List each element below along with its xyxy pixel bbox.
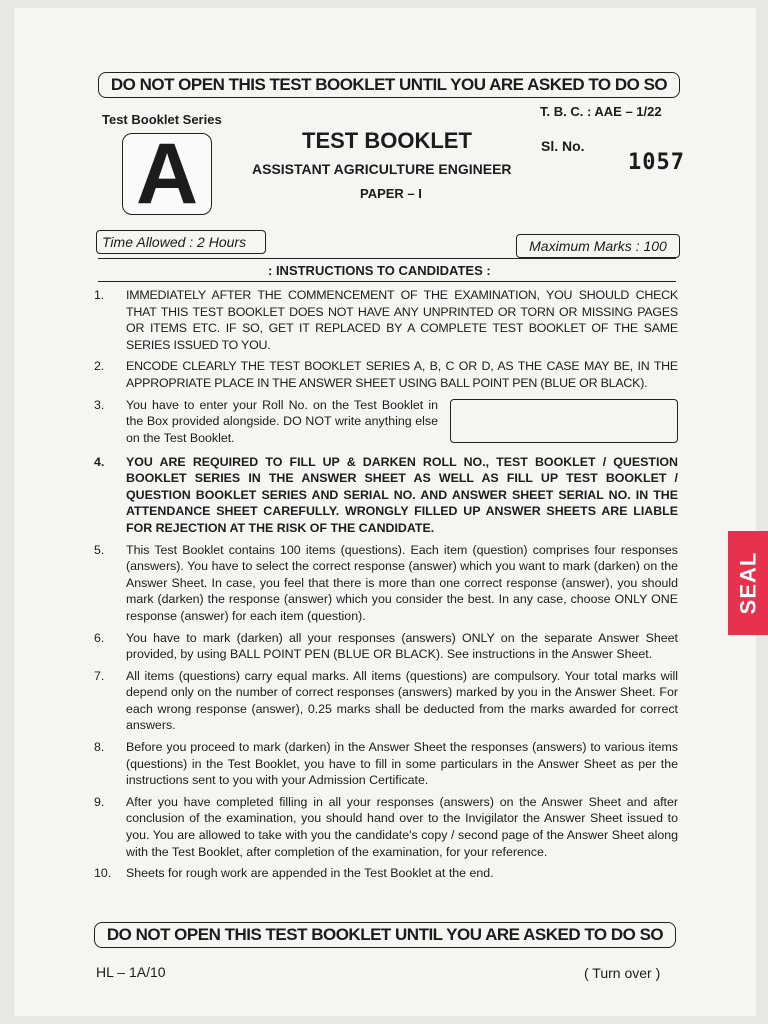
roll-number-box[interactable] xyxy=(450,399,678,443)
instruction-item: 5. This Test Booklet contains 100 items (questions). Each item (question) comprises four responses (answers). You have to select the correct response (answer) which you want to mark (darken) on the Answer Sheet. In case, you feel that there is more than one correct response (answer), you should mark (darken) the response (answer) which you consider the best. In any case, choose ONLY ONE response (answer) for each item (question). xyxy=(94,542,678,623)
time-allowed-box: Time Allowed : 2 Hours xyxy=(96,230,266,254)
instruction-item: 2. ENCODE CLEARLY THE TEST BOOKLET SERIES A, B, C OR D, AS THE CASE MAY BE, IN THE APPROPRIATE PLACE IN THE ANSWER SHEET USING BALL POINT PEN (BLUE OR BLACK). xyxy=(94,359,678,390)
instructions-list xyxy=(90,287,678,887)
turn-over-note: ( Turn over ) xyxy=(584,965,661,981)
seal-tab xyxy=(728,531,768,635)
maximum-marks-box: Maximum Marks : 100 xyxy=(516,234,680,258)
test-booklet-page xyxy=(14,8,756,1016)
instruction-item: 3. You have to enter your Roll No. on the Test Booklet in the Box provided alongside. DO NOT write anything else on the Test Booklet. xyxy=(90,397,678,449)
divider-below-heading xyxy=(98,281,676,282)
serial-number-value: 1057 xyxy=(628,150,685,175)
divider-top xyxy=(98,258,676,259)
instruction-item: 10. Sheets for rough work are appended in the Test Booklet at the end. xyxy=(94,866,494,881)
serial-number-label: Sl. No. xyxy=(541,138,585,154)
instruction-item: 8. Before you proceed to mark (darken) in the Answer Sheet the responses (answers) to various items (questions) in the Test Booklet, you have to fill in some particulars in the Answer Sheet as per the instructions sent to you with your Admission Certificate. xyxy=(94,740,678,788)
instructions-heading: : INSTRUCTIONS TO CANDIDATES : xyxy=(268,263,491,278)
series-box xyxy=(122,126,212,222)
instruction-item: 6. You have to mark (darken) all your responses (answers) ONLY on the separate Answer Sheet provided, by using BALL POINT PEN (BLUE OR BLACK). See instructions in the Answer Sheet. xyxy=(94,630,678,662)
instruction-item: 4. YOU ARE REQUIRED TO FILL UP & DARKEN ROLL NO., TEST BOOKLET / QUESTION BOOKLET SERIES IN THE ANSWER SHEET AS WELL AS FILL UP TEST BOOKLET / QUESTION BOOKLET SERIES AND SERIAL NO. AND ANSWER SHEET SERIAL NO. IN THE ATTENDANCE SHEET CAREFULLY. WRONGLY FILLED UP ANSWER SHEETS ARE LIABLE FOR REJECTION AT THE RISK OF THE CANDIDATE. xyxy=(94,454,678,535)
test-booklet-series-label: Test Booklet Series xyxy=(102,112,222,127)
instruction-item: 7. All items (questions) carry equal marks. All items (questions) are compulsory. Your total marks will depend only on the number of correct responses (answers) marked by you in the Answer Sheet. For each wrong response (answer), 0.25 marks shall be deducted from the marks awarded for correct answers. xyxy=(94,668,678,733)
footer-code: HL – 1A/10 xyxy=(96,964,166,980)
booklet-title: TEST BOOKLET xyxy=(302,128,472,153)
instruction-item: 1. IMMEDIATELY AFTER THE COMMENCEMENT OF THE EXAMINATION, YOU SHOULD CHECK THAT THIS TEST BOOKLET DOES NOT HAVE ANY UNPRINTED OR TORN OR MISSING PAGES OR ITEMS ETC. IF SO, GET IT REPLACED BY A COMPLETE TEST BOOKLET OF THE SAME SERIES ISSUED TO YOU. xyxy=(94,288,678,352)
top-warning-banner: DO NOT OPEN THIS TEST BOOKLET UNTIL YOU ARE ASKED TO DO SO xyxy=(98,72,680,98)
seal-label: SEAL xyxy=(735,551,760,615)
paper-number: PAPER – I xyxy=(360,186,422,201)
instruction-item: 9. After you have completed filling in all your responses (answers) on the Answer Sheet and after conclusion of the examination, you should hand over to the Invigilator the Answer Sheet issued to you. You are allowed to take with you the candidate's copy / second page of the Answer Sheet along with the Test Booklet, after completion of the examination, for your reference. xyxy=(94,794,678,859)
tbc-code: T. B. C. : AAE – 1/22 xyxy=(540,104,662,119)
bottom-warning-banner: DO NOT OPEN THIS TEST BOOKLET UNTIL YOU ARE ASKED TO DO SO xyxy=(94,922,676,948)
post-name: ASSISTANT AGRICULTURE ENGINEER xyxy=(252,161,512,177)
series-letter: A xyxy=(135,126,199,222)
